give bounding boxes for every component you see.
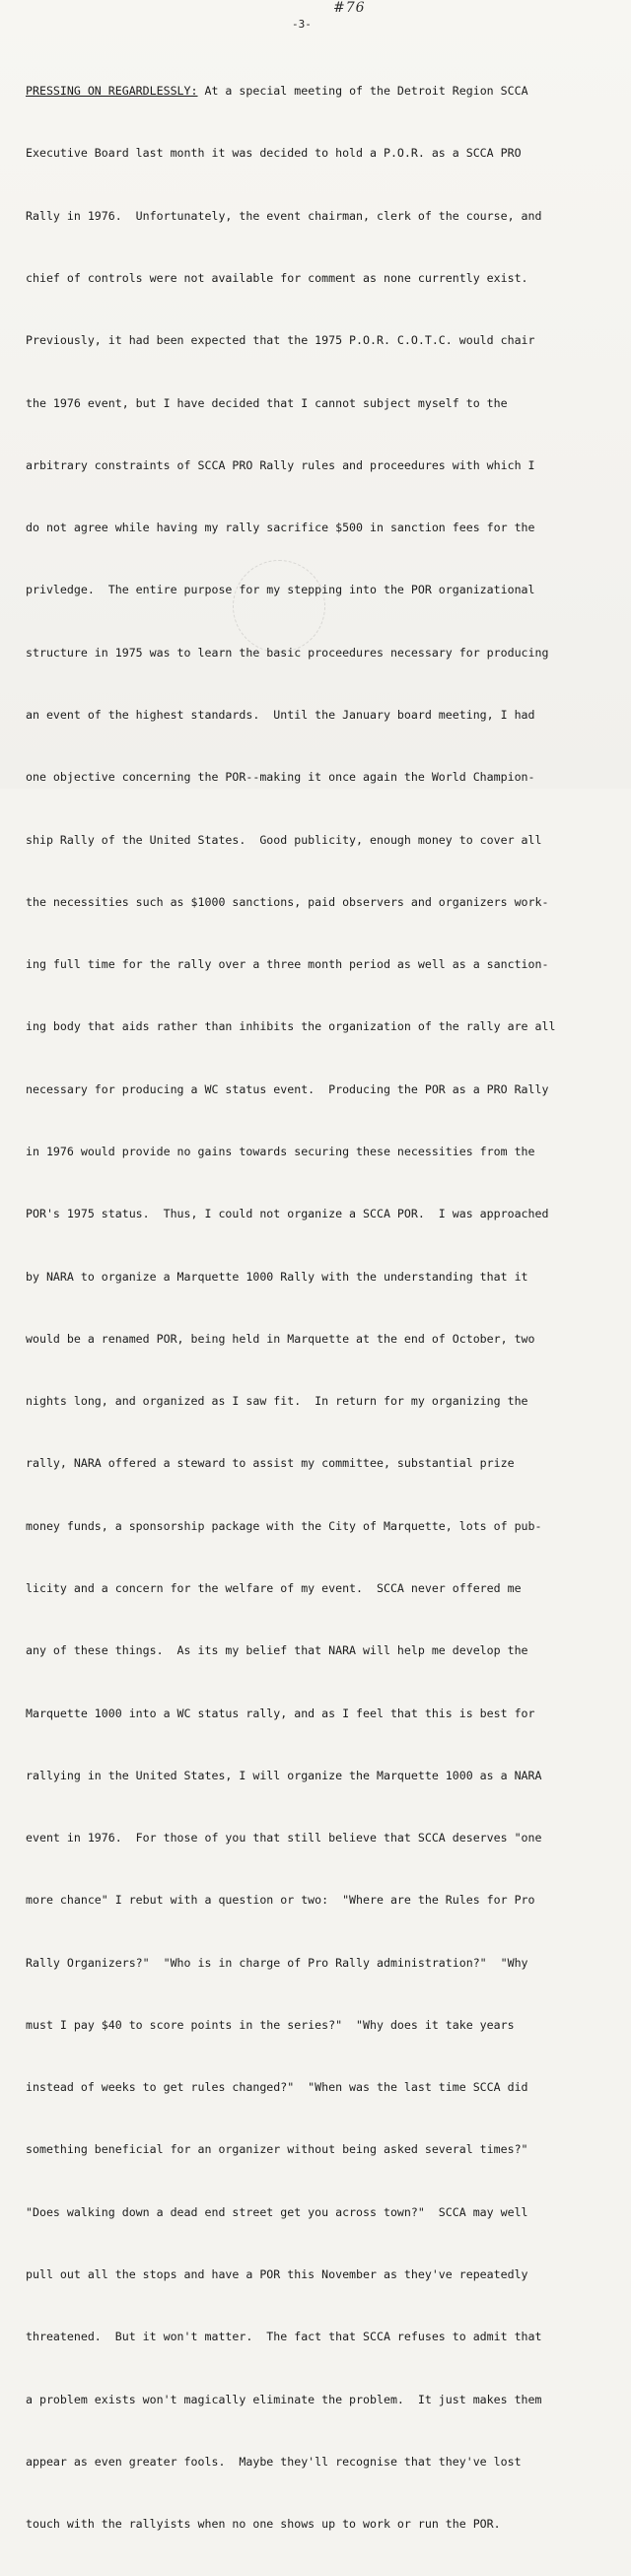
- text-line: would be a renamed POR, being held in Marquette at the end of October, two: [26, 1331, 535, 1346]
- text-line: Executive Board last month it was decided to hold a P.O.R. as a SCCA PRO: [26, 146, 522, 161]
- text-line: privledge. The entire purpose for my stepping into the POR organizational: [26, 583, 535, 597]
- text-line: money funds, a sponsorship package with the City of Marquette, lots of pub-: [26, 1518, 542, 1533]
- text-line: touch with the rallyists when no one shows up to work or run the POR.: [26, 2517, 501, 2532]
- text-line: rally, NARA offered a steward to assist my committee, substantial prize: [26, 1456, 515, 1471]
- text-line: "Does walking down a dead end street get you across town?" SCCA may well: [26, 2204, 528, 2219]
- text-line: structure in 1975 was to learn the basic proceedures necessary for producing: [26, 645, 549, 660]
- text-line: rallying in the United States, I will organize the Marquette 1000 as a NARA: [26, 1768, 542, 1782]
- text-line: Marquette 1000 into a WC status rally, and as I feel that this is best for: [26, 1706, 535, 1720]
- first-line: [26, 81, 617, 102]
- text-line: do not agree while having my rally sacrifice $500 in sanction fees for the: [26, 521, 535, 535]
- handwritten-note: #76: [333, 0, 366, 16]
- text-line: licity and a concern for the welfare of my event. SCCA never offered me: [26, 1580, 522, 1595]
- text-line: Previously, it had been expected that the 1975 P.O.R. C.O.T.C. would chair: [26, 333, 535, 348]
- text-line: Rally in 1976. Unfortunately, the event chairman, clerk of the course, and: [26, 208, 542, 223]
- text-line: must I pay $40 to score points in the series?" "Why does it take years: [26, 2017, 515, 2032]
- text-line: chief of controls were not available for comment as none currently exist.: [26, 271, 528, 286]
- text-line: ing body that aids rather than inhibits the organization of the rally are all: [26, 1019, 556, 1034]
- text-line: nights long, and organized as I saw fit. In return for my organizing the: [26, 1394, 528, 1409]
- text-line: threatened. But it won't matter. The fact that SCCA refuses to admit that: [26, 2330, 542, 2344]
- text-line: ing full time for the rally over a three month period as well as a sanction-: [26, 957, 549, 972]
- text-line: POR's 1975 status. Thus, I could not organize a SCCA POR. I was approached: [26, 1207, 549, 1221]
- text-line: the necessities such as $1000 sanctions, paid observers and organizers work-: [26, 894, 549, 909]
- text-line: in 1976 would provide no gains towards securing these necessities from the: [26, 1144, 535, 1158]
- article-body: [26, 39, 617, 2576]
- text-line: a problem exists won't magically eliminate the problem. It just makes them: [26, 2392, 542, 2406]
- text-line: arbitrary constraints of SCCA PRO Rally rules and proceedures with which I: [26, 457, 535, 472]
- text-line: event in 1976. For those of you that still believe that SCCA deserves "one: [26, 1831, 542, 1845]
- text-line: any of these things. As its my belief that NARA will help me develop the: [26, 1643, 528, 1658]
- text-line: pull out all the stops and have a POR this November as they've repeatedly: [26, 2267, 528, 2282]
- text-line: an event of the highest standards. Until the January board meeting, I had: [26, 708, 535, 722]
- text-line: Rally Organizers?" "Who is in charge of Pro Rally administration?" "Why: [26, 1955, 528, 1970]
- page-number: -3-: [292, 18, 312, 31]
- text-line: appear as even greater fools. Maybe they'll recognise that they've lost: [26, 2454, 522, 2469]
- text-line: instead of weeks to get rules changed?" "When was the last time SCCA did: [26, 2080, 528, 2095]
- text-line: by NARA to organize a Marquette 1000 Rally with the understanding that it: [26, 1269, 528, 1284]
- text-line: the 1976 event, but I have decided that I cannot subject myself to the: [26, 395, 508, 410]
- text-line: ship Rally of the United States. Good publicity, enough money to cover all: [26, 832, 542, 847]
- text-line: more chance" I rebut with a question or two: "Where are the Rules for Pro: [26, 1893, 535, 1908]
- text-line: something beneficial for an organizer without being asked several times?": [26, 2142, 528, 2157]
- article-heading: PRESSING ON REGARDLESSLY:: [26, 84, 198, 99]
- text-line: one objective concerning the POR--making it once again the World Champion-: [26, 770, 535, 785]
- first-line-text: At a special meeting of the Detroit Region SCCA: [197, 84, 528, 99]
- text-line: necessary for producing a WC status event. Producing the POR as a PRO Rally: [26, 1081, 549, 1096]
